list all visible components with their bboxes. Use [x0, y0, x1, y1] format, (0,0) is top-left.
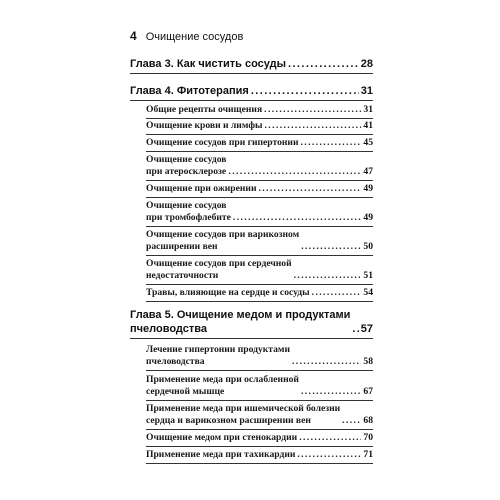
toc-page-number: 70	[363, 432, 373, 443]
toc-item-title: Применение меда при ослабленной сердечной мышце	[146, 374, 299, 397]
toc-page-number: 28	[360, 58, 373, 70]
dot-leader	[292, 356, 361, 368]
dot-leader	[294, 270, 362, 282]
toc-item[interactable]	[146, 183, 373, 198]
toc-item-title: Очищение сосудов при тромбофлебите	[146, 200, 231, 223]
toc-page-number: 54	[363, 287, 373, 298]
toc-page-number: 67	[363, 386, 373, 397]
dot-leader	[300, 137, 361, 149]
toc-item-title: Общие рецепты очищения	[146, 104, 263, 115]
dot-leader	[352, 322, 358, 336]
toc-item[interactable]	[146, 137, 373, 152]
toc-item-title: Применение меда при тахикардии	[146, 449, 296, 460]
dot-leader	[301, 241, 361, 253]
page-number: 4	[130, 29, 137, 43]
toc-item[interactable]	[146, 374, 373, 401]
toc-item[interactable]	[146, 229, 373, 256]
toc-item[interactable]	[146, 200, 373, 227]
toc-item-title: Очищение сосудов при атеросклерозе	[146, 154, 227, 177]
toc-page-number: 68	[363, 415, 373, 426]
toc-item-title: Очищение крови и лимфы	[146, 120, 263, 131]
toc-item-title: Очищение медом при стенокардии	[146, 432, 298, 443]
running-title: Очищение сосудов	[145, 31, 244, 43]
toc-item[interactable]	[146, 449, 373, 464]
dot-leader	[301, 386, 361, 398]
dot-leader	[264, 104, 361, 116]
dot-leader	[312, 287, 362, 299]
toc-item-title: Очищение сосудов при сердечной недостаточности	[146, 258, 292, 281]
toc-item[interactable]	[146, 344, 373, 371]
toc-page-number: 51	[363, 270, 373, 281]
toc-item[interactable]	[146, 258, 373, 285]
toc-chapter-4[interactable]	[130, 84, 373, 101]
toc-item[interactable]	[146, 287, 373, 302]
toc-page-number: 31	[360, 85, 373, 97]
toc-page-number: 49	[363, 183, 373, 194]
dot-leader	[342, 415, 361, 427]
toc-page-number: 49	[363, 212, 373, 223]
toc-item-title: Травы, влияющие на сердце и сосуды	[146, 287, 310, 298]
dot-leader	[258, 183, 361, 195]
toc-chapter-title: Глава 5. Очищение медом и продуктами пчеловодства	[130, 309, 351, 335]
toc-page-number: 71	[363, 449, 373, 460]
dot-leader	[297, 449, 361, 461]
toc-item[interactable]	[146, 432, 373, 447]
page-header	[130, 29, 243, 43]
dot-leader	[251, 84, 359, 98]
toc-chapter-3[interactable]	[130, 57, 373, 74]
toc-item[interactable]	[146, 104, 373, 119]
toc-page-number: 58	[363, 356, 373, 367]
toc-page-number: 50	[363, 241, 373, 252]
toc-chapter-title: Глава 3. Как чистить сосуды	[130, 58, 286, 70]
toc-page-number: 31	[363, 104, 373, 115]
toc-item-title: Очищение при ожирении	[146, 183, 257, 194]
dot-leader	[299, 432, 361, 444]
dot-leader	[233, 212, 362, 224]
toc-item[interactable]	[146, 120, 373, 135]
toc-page-number: 47	[363, 166, 373, 177]
toc-item-title: Очищение сосудов при гипертонии	[146, 137, 299, 148]
toc-item-title: Применение меда при ишемической болезни сердца и варикозном расширении вен	[146, 403, 341, 426]
toc-page-number: 57	[360, 323, 373, 335]
toc-chapter-5[interactable]	[130, 308, 373, 339]
toc-page-number: 41	[363, 120, 373, 131]
toc-item-title: Очищение сосудов при варикозном расширении вен	[146, 229, 300, 252]
toc-item-title: Лечение гипертонии продуктами пчеловодства	[146, 344, 290, 367]
dot-leader	[228, 166, 361, 178]
toc-page-number: 45	[363, 137, 373, 148]
toc-item[interactable]	[146, 403, 373, 430]
dot-leader	[288, 57, 359, 71]
dot-leader	[265, 120, 362, 132]
toc-chapter-title: Глава 4. Фитотерапия	[130, 85, 249, 97]
toc-item[interactable]	[146, 154, 373, 181]
